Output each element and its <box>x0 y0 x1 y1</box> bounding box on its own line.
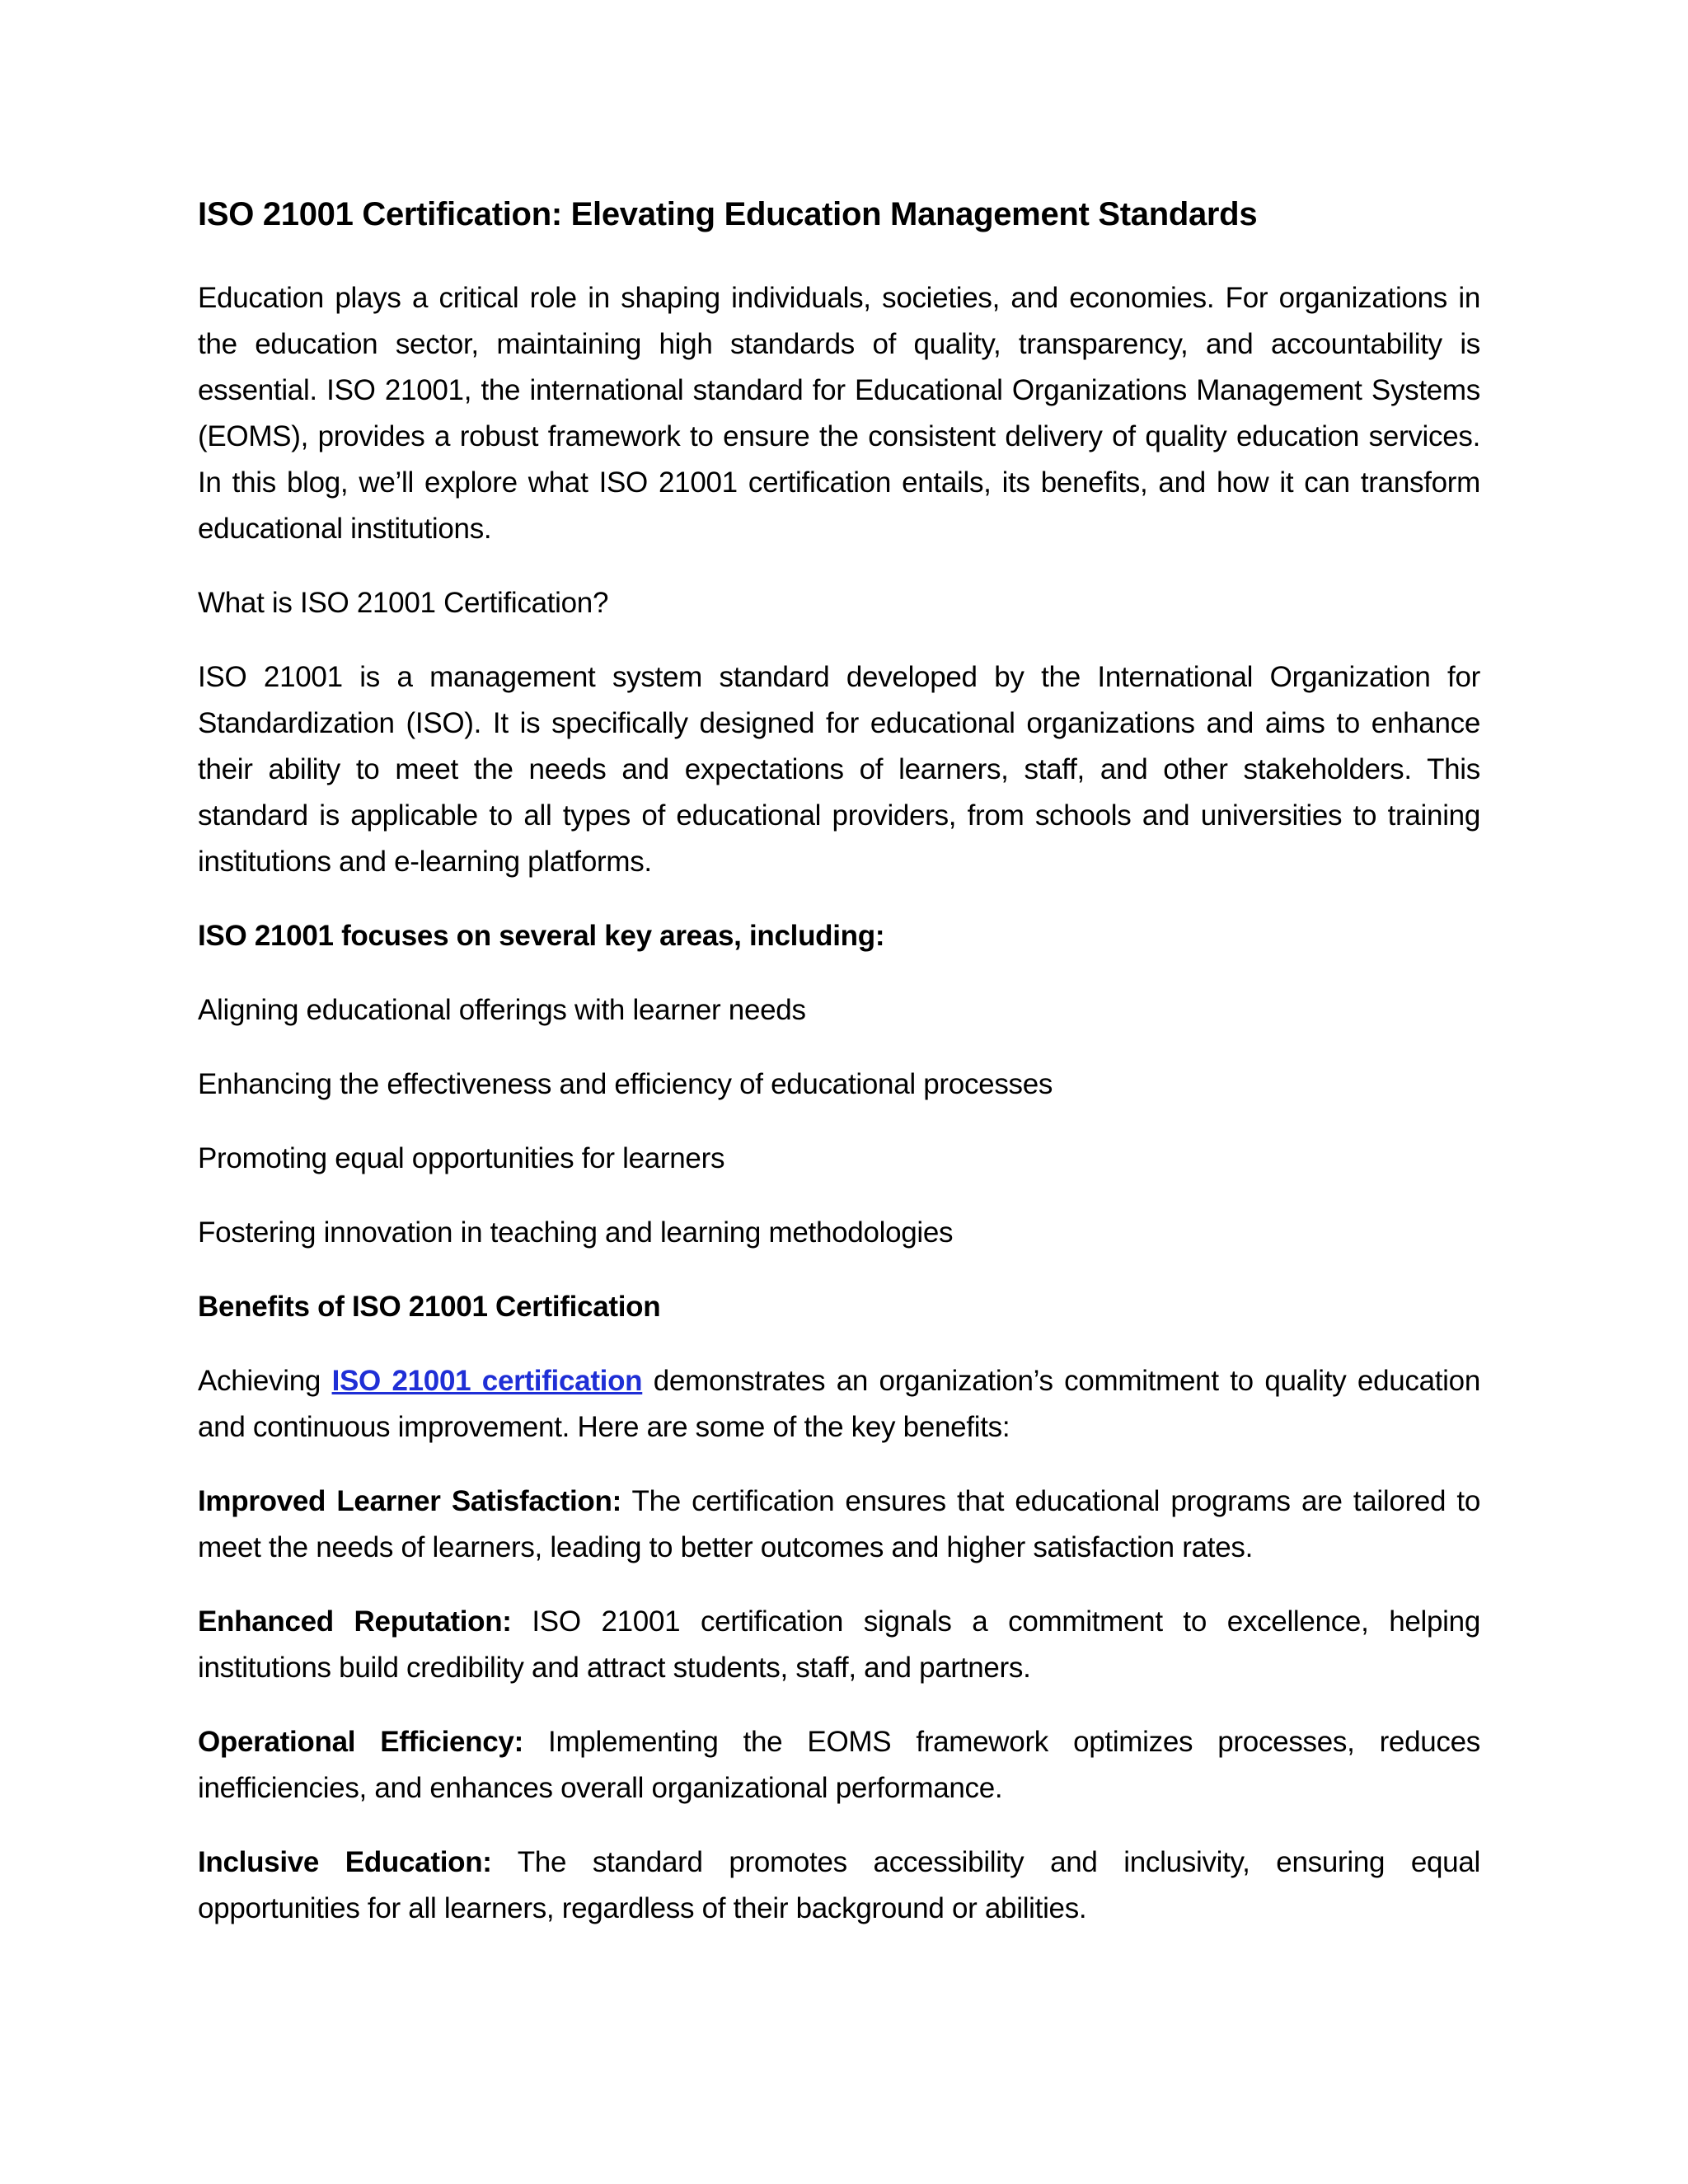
benefit-item-reputation <box>198 1599 1480 1691</box>
what-is-heading: What is ISO 21001 Certification? <box>198 587 609 619</box>
focus-item: Enhancing the effectiveness and efficiency of educational processes <box>198 1068 1053 1100</box>
benefit-label: Improved Learner Satisfaction: <box>198 1485 621 1517</box>
benefit-label: Operational Efficiency: <box>198 1726 523 1758</box>
focus-heading: ISO 21001 focuses on several key areas, including: <box>198 920 885 952</box>
benefit-text: ISO 21001 certification signals a commitment to excellence, helping institutions build credibility and attract students, staff, and partners. <box>198 1605 1480 1684</box>
focus-item: Promoting equal opportunities for learners <box>198 1142 725 1174</box>
intro-paragraph: Education plays a critical role in shaping individuals, societies, and economies. For organizations in the education sector, maintaining high standards of quality, transparency, and accountability is essential. ISO 21001, the international standard for Educational Organizations Management Systems (EOMS), provides a robust framework to ensure the consistent delivery of quality education services. In this blog, we’ll explore what ISO 21001 certification entails, its benefits, and how it can transform educational institutions. <box>198 282 1480 545</box>
benefits-heading: Benefits of ISO 21001 Certification <box>198 1291 661 1323</box>
benefit-text: The certification ensures that educational programs are tailored to meet the needs of learners, leading to better outcomes and higher satisfaction rates. <box>198 1485 1480 1563</box>
benefits-intro-before: Achieving <box>198 1365 332 1397</box>
benefit-label: Enhanced Reputation: <box>198 1605 512 1638</box>
what-is-paragraph: ISO 21001 is a management system standard developed by the International Organization for Standardization (ISO). It is specifically designed for educational organizations and aims to enhance their ability to meet the needs and expectations of learners, staff, and other stakeholders. This standard is applicable to all types of educational providers, from schools and universities to training institutions and e-learning platforms. <box>198 661 1480 878</box>
benefits-intro-after: demonstrates an organization’s commitment to quality education and continuous improvement. Here are some of the key benefits: <box>198 1365 1480 1443</box>
document-page <box>198 191 1480 1960</box>
benefit-item-operational-efficiency <box>198 1719 1480 1811</box>
page-title: ISO 21001 Certification: Elevating Education Management Standards <box>198 196 1258 232</box>
benefit-text: Implementing the EOMS framework optimizes processes, reduces inefficiencies, and enhances overall organizational performance. <box>198 1726 1480 1804</box>
focus-item: Fostering innovation in teaching and learning methodologies <box>198 1216 954 1249</box>
benefit-label: Inclusive Education: <box>198 1846 492 1878</box>
benefits-intro-paragraph <box>198 1358 1480 1451</box>
focus-item: Aligning educational offerings with learner needs <box>198 994 806 1026</box>
iso-21001-certification-link[interactable]: ISO 21001 certification <box>331 1365 643 1397</box>
benefit-text: The standard promotes accessibility and inclusivity, ensuring equal opportunities for all learners, regardless of their background or abilities. <box>198 1846 1480 1924</box>
benefit-item-inclusive-education <box>198 1840 1480 1932</box>
benefit-item-learner-satisfaction <box>198 1479 1480 1571</box>
